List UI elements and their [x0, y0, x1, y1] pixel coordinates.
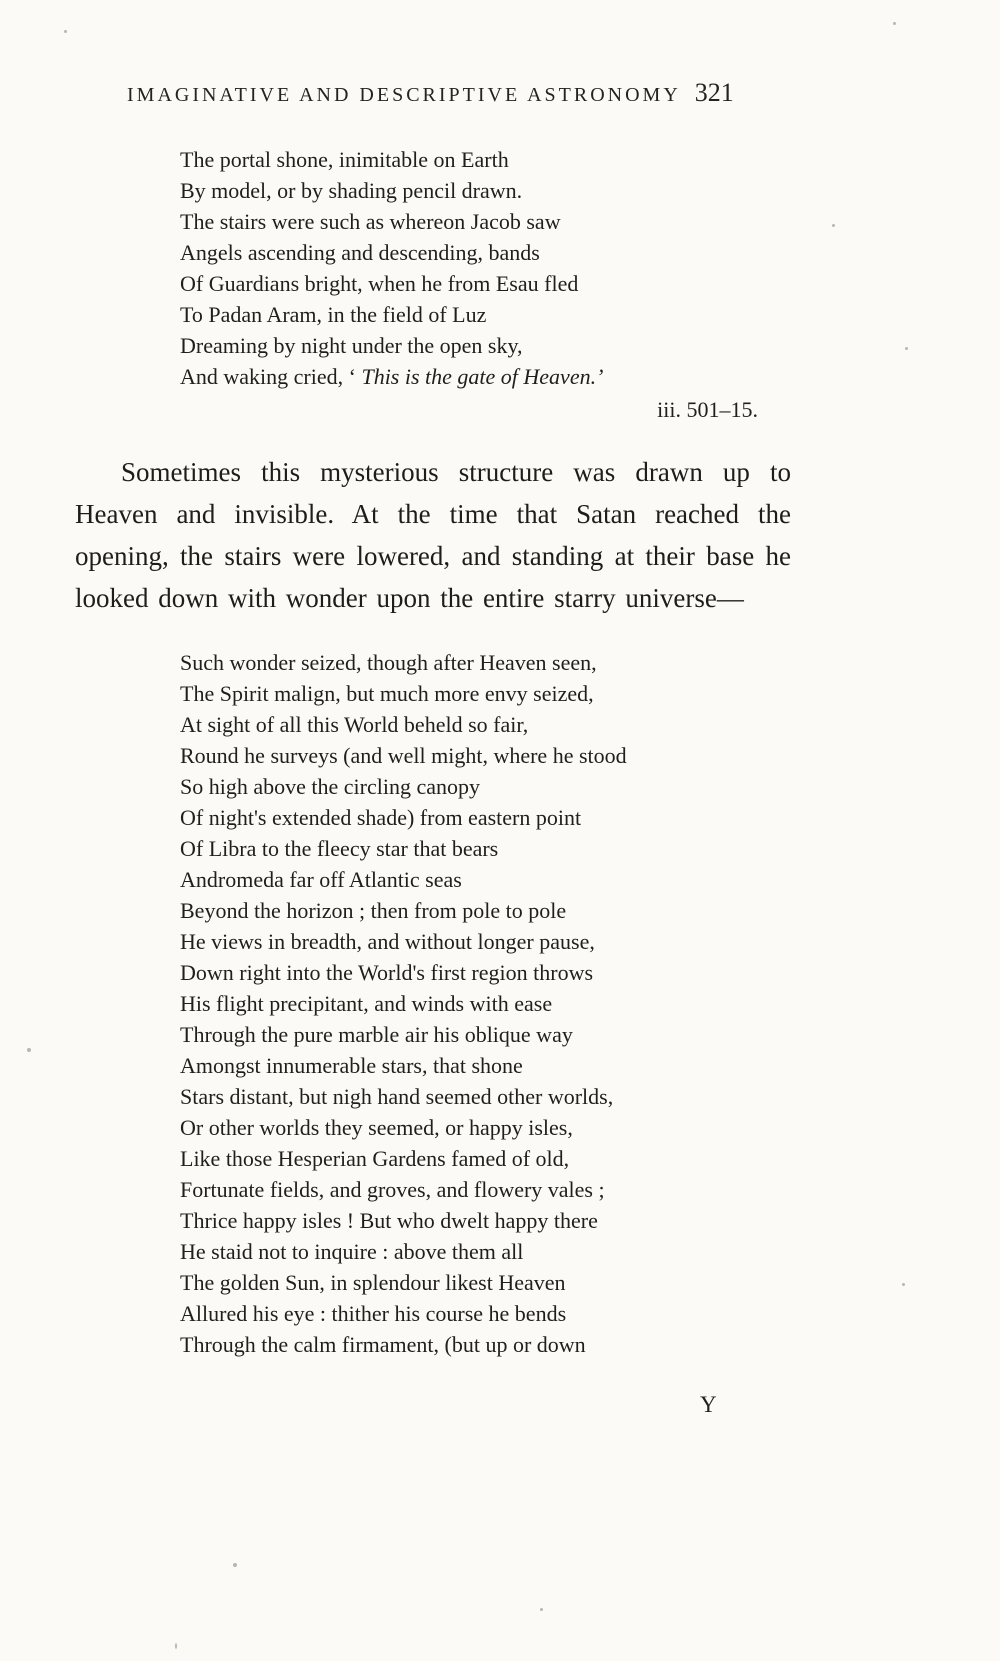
verse-line: Thrice happy isles ! But who dwelt happy there: [180, 1208, 598, 1233]
scan-speck: [893, 22, 896, 25]
verse-line: His flight precipitant, and winds with ease: [180, 991, 553, 1016]
verse-line: The golden Sun, in splendour likest Heaven: [180, 1270, 566, 1295]
page-content: [75, 78, 791, 1360]
verse-line-roman-text: And waking cried, ‘: [180, 364, 362, 389]
verse-line: He staid not to inquire : above them all: [180, 1239, 524, 1264]
scan-speck: [832, 224, 835, 227]
verse-line: Of night's extended shade) from eastern point: [180, 805, 582, 830]
verse-line-final: [180, 361, 791, 392]
verse-line: Down right into the World's first region throws: [180, 960, 594, 985]
verse-line: Andromeda far off Atlantic seas: [180, 867, 462, 892]
page-number: 321: [694, 78, 734, 107]
verse-line: Dreaming by night under the open sky,: [180, 333, 523, 358]
verse-citation: iii. 501–15.: [657, 397, 758, 422]
verse-block-2: [180, 647, 791, 1360]
scan-speck: [905, 347, 908, 350]
verse-line: Through the calm firmament, (but up or down: [180, 1332, 586, 1357]
signature-mark: Y: [700, 1392, 717, 1417]
verse-line: Or other worlds they seemed, or happy isles,: [180, 1115, 573, 1140]
scan-speck: [233, 1563, 237, 1567]
header-title: IMAGINATIVE AND DESCRIPTIVE ASTRONOMY: [127, 84, 681, 106]
verse-line: So high above the circling canopy: [180, 774, 480, 799]
running-header: [127, 78, 791, 108]
verse-line: Beyond the horizon ; then from pole to pole: [180, 898, 567, 923]
verse-2-lines: [180, 647, 791, 1360]
verse-line: Fortunate fields, and groves, and flowery vales ;: [180, 1177, 605, 1202]
verse-line: Through the pure marble air his oblique way: [180, 1022, 573, 1047]
verse-1-lines: [180, 144, 791, 361]
verse-line: At sight of all this World beheld so fair,: [180, 712, 529, 737]
verse-line: By model, or by shading pencil drawn.: [180, 178, 523, 203]
verse-line: He views in breadth, and without longer pause,: [180, 929, 595, 954]
scan-speck: [540, 1608, 543, 1611]
verse-line: Stars distant, but nigh hand seemed other worlds,: [180, 1084, 614, 1109]
verse-line: Of Guardians bright, when he from Esau fled: [180, 271, 579, 296]
scan-speck: [902, 1283, 905, 1286]
verse-line: Allured his eye : thither his course he bends: [180, 1301, 567, 1326]
verse-line: Round he surveys (and well might, where he stood: [180, 743, 627, 768]
verse-line: Such wonder seized, though after Heaven seen,: [180, 650, 597, 675]
verse-line: The Spirit malign, but much more envy seized,: [180, 681, 594, 706]
verse-line: Of Libra to the fleecy star that bears: [180, 836, 499, 861]
scan-speck: [175, 1643, 177, 1649]
verse-line: Amongst innumerable stars, that shone: [180, 1053, 523, 1078]
verse-line: To Padan Aram, in the field of Luz: [180, 302, 487, 327]
verse-line: Like those Hesperian Gardens famed of old,: [180, 1146, 570, 1171]
prose-paragraph: Sometimes this mysterious structure was drawn up to Heaven and invisible. At the time that Satan reached the opening, the stairs were lowered, and standing at their base he looked down with wonder upon the entire starry universe—: [75, 457, 791, 613]
scan-speck: [64, 30, 67, 33]
scan-speck: [27, 1048, 31, 1052]
verse-block-1: [180, 144, 791, 425]
verse-line: The portal shone, inimitable on Earth: [180, 147, 509, 172]
verse-line: Angels ascending and descending, bands: [180, 240, 540, 265]
verse-line-italic-text: This is the gate of Heaven.’: [361, 364, 604, 389]
verse-line: The stairs were such as whereon Jacob saw: [180, 209, 561, 234]
